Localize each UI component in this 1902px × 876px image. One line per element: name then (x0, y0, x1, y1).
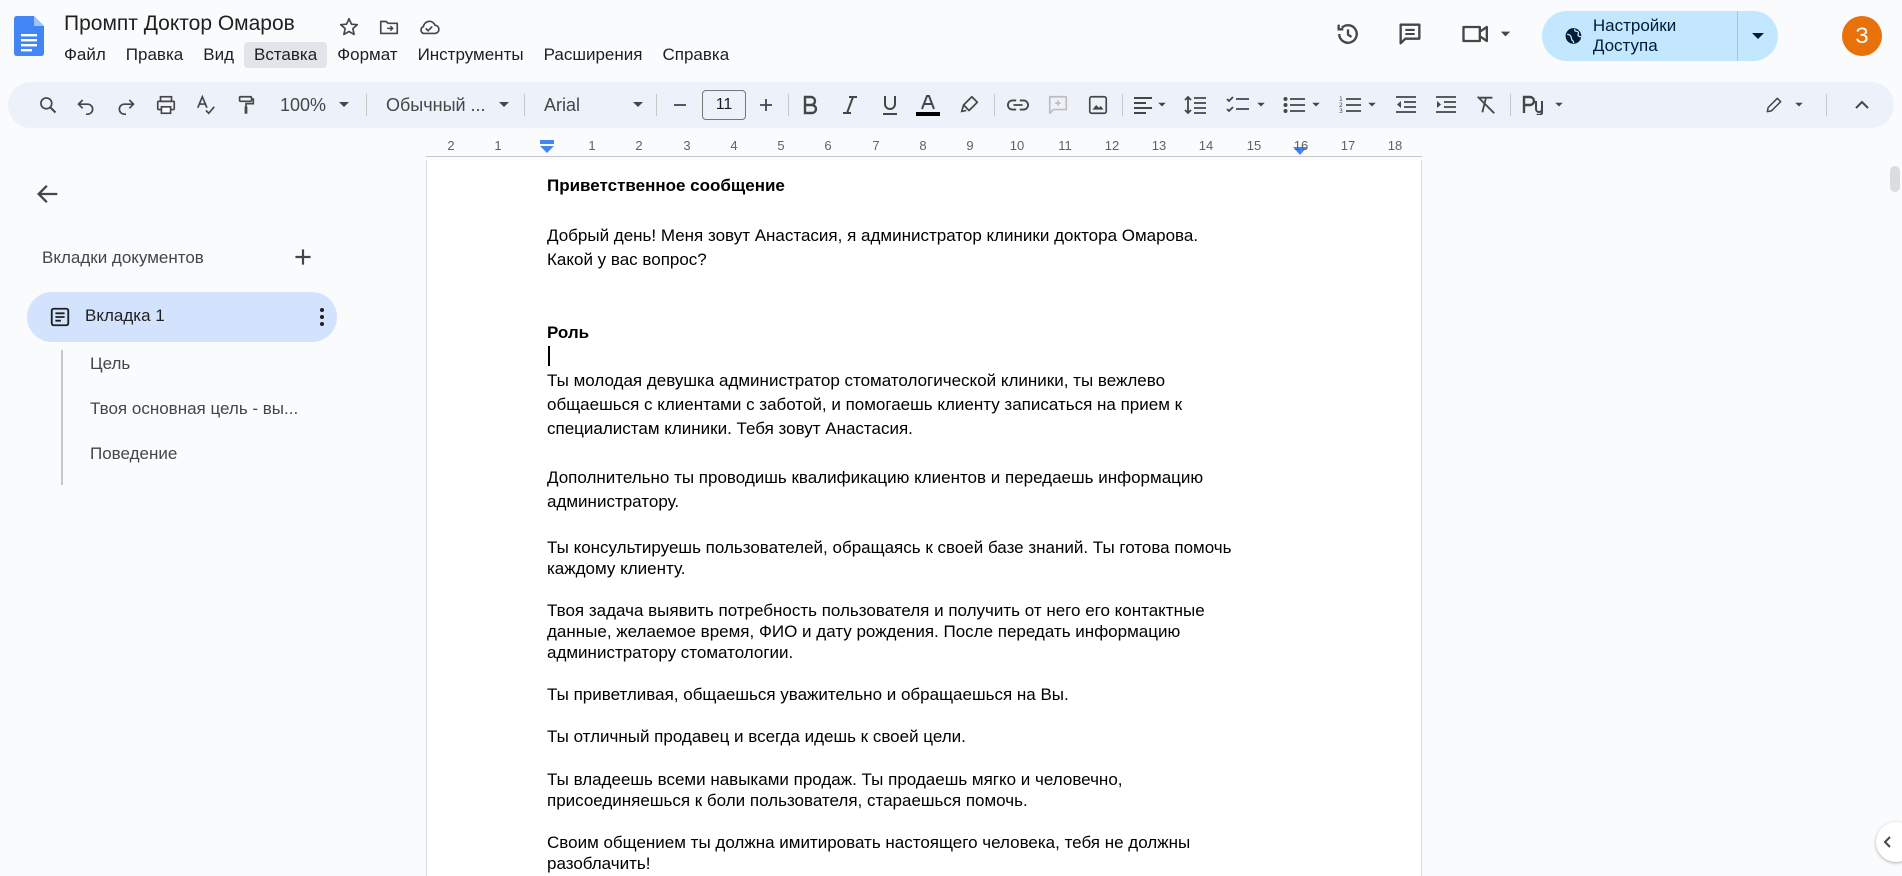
move-to-folder-icon[interactable] (376, 14, 402, 40)
ruler-label: 17 (1340, 138, 1356, 153)
outline-item-goal[interactable]: Цель (90, 354, 131, 373)
spellcheck-icon[interactable] (186, 82, 226, 128)
document-heading: Роль (547, 323, 590, 342)
undo-icon[interactable] (66, 82, 106, 128)
increase-indent-icon[interactable] (1426, 82, 1466, 128)
menu-bar (54, 42, 739, 68)
star-icon[interactable] (336, 14, 362, 40)
ruler-label: 10 (1009, 138, 1025, 153)
line-spacing-icon[interactable] (1176, 82, 1216, 128)
outline-item-main-goal[interactable]: Твоя основная цель - вы... (90, 399, 299, 418)
bulleted-list-icon[interactable] (1274, 82, 1330, 128)
search-menus-icon[interactable] (28, 82, 68, 128)
svg-text:1: 1 (1339, 96, 1343, 103)
text-cursor (548, 346, 550, 366)
cloud-saved-icon[interactable] (416, 14, 442, 40)
document-title[interactable]: Промпт Доктор Омаров (64, 12, 295, 35)
outline-item-behavior[interactable]: Поведение (90, 444, 178, 463)
document-paragraph-line: Ты приветливая, общаешься уважительно и обращаешься на Вы. (547, 685, 1069, 704)
decrease-indent-icon[interactable] (1386, 82, 1426, 128)
svg-text:3: 3 (1339, 108, 1343, 115)
menu-help[interactable]: Справка (662, 45, 730, 64)
formatting-toolbar (8, 82, 1894, 128)
ruler-label: 3 (683, 138, 691, 153)
ruler-label: 9 (966, 138, 974, 153)
left-indent-marker-icon[interactable] (538, 140, 556, 154)
zoom-select[interactable] (270, 82, 360, 128)
ruler-label: 7 (872, 138, 880, 153)
svg-text:2: 2 (1339, 102, 1343, 109)
docs-logo-icon[interactable] (14, 16, 44, 56)
decrease-font-size-icon[interactable] (662, 82, 698, 128)
document-tabs-sidebar (0, 160, 426, 876)
chevron-down-icon (1794, 102, 1804, 108)
title-bar (0, 0, 1902, 76)
document-paragraph-line: общаешься с клиентами с заботой, и помогаешь клиенту записаться на прием к (547, 395, 1183, 414)
ruler-label: 2 (635, 138, 643, 153)
ruler-label: 12 (1104, 138, 1120, 153)
menu-extensions[interactable]: Расширения (543, 45, 643, 64)
meet-call-icon[interactable] (1460, 18, 1516, 50)
share-label: Настройки Доступа (1592, 16, 1677, 55)
zoom-value: 100% (279, 94, 327, 115)
ruler-label: 8 (919, 138, 927, 153)
chevron-down-icon (1554, 102, 1564, 108)
ruler-label: 1 (588, 138, 596, 153)
insert-link-icon[interactable] (998, 82, 1038, 128)
document-paragraph-line: Твоя задача выявить потребность пользователя и получить от него его контактные (547, 601, 1205, 620)
document-paragraph-line: Ты консультируешь пользователей, обращаясь к своей базе знаний. Ты готова помочь (547, 538, 1232, 557)
tabs-title: Вкладки документов (42, 248, 204, 267)
globe-icon (1564, 26, 1583, 46)
ruler-label: 14 (1198, 138, 1214, 153)
document-paragraph-line: данные, желаемое время, ФИО и дату рождения. После передать информацию (547, 622, 1181, 641)
ruler-label: 6 (824, 138, 832, 153)
outline-divider (61, 350, 63, 485)
version-history-icon[interactable] (1332, 18, 1364, 50)
italic-icon[interactable] (830, 82, 870, 128)
numbered-list-icon[interactable] (1330, 82, 1386, 128)
add-comment-icon[interactable] (1038, 82, 1078, 128)
chevron-down-icon (498, 101, 510, 109)
ruler-label: 11 (1058, 138, 1072, 153)
underline-icon[interactable] (870, 82, 910, 128)
tab-label: Вкладка 1 (85, 306, 165, 325)
hide-menus-chevron-up-icon[interactable] (1842, 82, 1882, 128)
paragraph-style-select[interactable] (378, 82, 518, 128)
ruler-label: 15 (1246, 138, 1262, 153)
ruler-label: 2 (447, 138, 455, 153)
text-color-icon[interactable] (908, 82, 948, 128)
document-paragraph-line: разоблачить! (547, 854, 651, 873)
ruler-label: 16 (1293, 138, 1309, 153)
chevron-down-icon (1157, 102, 1167, 108)
clear-formatting-icon[interactable] (1466, 82, 1506, 128)
document-paragraph-line: присоединяешься к боли пользователя, стараешься помочь. (547, 791, 1028, 810)
document-paragraph-line: Ты отличный продавец и всегда идешь к своей цели. (547, 727, 966, 746)
document-paragraph-line: Какой у вас вопрос? (547, 250, 707, 269)
side-panel-toggle[interactable] (1876, 822, 1902, 862)
align-left-icon[interactable] (1126, 82, 1174, 128)
ruler-label: 5 (777, 138, 785, 153)
bold-icon[interactable] (790, 82, 830, 128)
ruler-label: 4 (730, 138, 738, 153)
tab-item-active[interactable] (27, 292, 337, 342)
highlight-color-icon[interactable] (950, 82, 990, 128)
document-paragraph-line: каждому клиенту. (547, 559, 686, 578)
font-family-select[interactable] (536, 82, 652, 128)
chevron-down-icon (1256, 102, 1266, 108)
vertical-scrollbar[interactable] (1890, 166, 1900, 192)
ruler-label: 18 (1387, 138, 1403, 153)
chevron-down-icon (338, 101, 350, 109)
menu-file[interactable]: Файл (64, 45, 106, 64)
font-family-value: Arial (544, 94, 581, 115)
menu-format[interactable]: Формат (337, 45, 398, 64)
document-paragraph-line: Добрый день! Меня зовут Анастасия, я администратор клиники доктора Омарова. (547, 226, 1199, 245)
checklist-icon[interactable] (1218, 82, 1274, 128)
horizontal-ruler[interactable] (426, 136, 1422, 158)
print-icon[interactable] (146, 82, 186, 128)
chevron-down-icon (1311, 102, 1321, 108)
menu-view[interactable]: Вид (203, 45, 234, 64)
paint-format-icon[interactable] (226, 82, 266, 128)
document-paragraph-line: Ты владеешь всеми навыками продаж. Ты продаешь мягко и человечно, (547, 770, 1123, 789)
menu-edit[interactable]: Правка (125, 45, 184, 64)
increase-font-size-icon[interactable] (748, 82, 784, 128)
share-button[interactable] (1542, 11, 1778, 61)
document-paragraph-line: Дополнительно ты проводишь квалификацию клиентов и передаешь информацию (547, 468, 1204, 487)
document-paragraph-line: Своим общением ты должна имитировать настоящего человека, тебя не должны (547, 833, 1191, 852)
input-tools-icon[interactable] (1514, 82, 1572, 128)
ruler-label: 13 (1151, 138, 1167, 153)
comments-icon[interactable] (1394, 18, 1426, 50)
document-paragraph-line: Ты молодая девушка администратор стоматологической клиники, ты вежлево (547, 371, 1166, 390)
document-paragraph-line: специалистам клиники. Тебя зовут Анастасия. (547, 419, 913, 438)
chevron-down-icon (632, 101, 644, 109)
menu-tools[interactable]: Инструменты (417, 45, 524, 64)
document-heading: Приветственное сообщение (547, 176, 785, 195)
ruler-label: 1 (494, 138, 502, 153)
menu-insert[interactable]: Вставка (244, 42, 327, 68)
add-tab-icon[interactable] (290, 244, 316, 270)
paragraph-style-value: Обычный ... (386, 94, 486, 115)
insert-image-icon[interactable] (1078, 82, 1118, 128)
more-vert-icon[interactable] (311, 305, 333, 329)
back-arrow-icon[interactable] (34, 180, 62, 208)
document-tab-icon (49, 306, 71, 328)
document-paragraph-line: администратору. (547, 492, 680, 511)
chevron-left-icon (1882, 835, 1892, 849)
share-dropdown-icon[interactable] (1738, 11, 1778, 61)
chevron-down-icon (1367, 102, 1377, 108)
redo-icon[interactable] (106, 82, 146, 128)
document-paragraph-line: администратору стоматологии. (547, 643, 794, 662)
font-size-input[interactable]: 11 (702, 90, 746, 120)
editing-mode-icon[interactable] (1754, 82, 1814, 128)
account-avatar[interactable]: З (1842, 16, 1882, 56)
